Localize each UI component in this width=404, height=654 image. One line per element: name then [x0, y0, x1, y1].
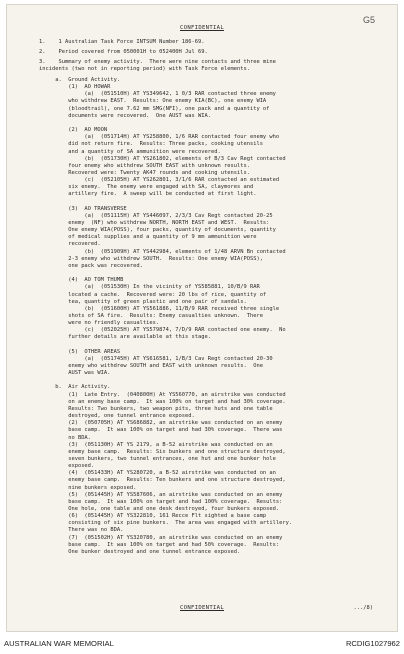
header-line-3a: 3. Summary of enemy activity. There were nine contacts and three mine — [39, 59, 276, 65]
body-line: (b) (051909H) AT YS442984, elements of 1/48 ARVN Bn contacted — [39, 248, 286, 255]
classification-bottom: CONFIDENTIAL — [179, 605, 224, 611]
body-line: did not return fire. Results: Three packs, cooking utensils — [39, 141, 263, 148]
body-line: documents were recovered. One AUST was WIA. — [39, 112, 212, 119]
body-line: further details are available at this stage. — [39, 334, 212, 341]
body-line: (7) (051502H) AT YS320780, an airstrike was conducted on an enemy — [39, 534, 283, 541]
body-line: base camp. It was 100% on target and had 100% coverage. Results: — [39, 498, 283, 505]
body-line: of medical supplies and a quantity of 9 mm ammunition were — [39, 234, 257, 241]
body-line: seven bunkers, two tunnel entrances, one hut and one bunker hole — [39, 455, 276, 462]
body-line: There was no BDA. — [39, 527, 124, 534]
body-line: on an enemy base camp. It was 100% on target and had 30% coverage. — [39, 398, 286, 405]
body-line: (a) (051745H) AT YS616581, 1/B/3 Cav Regt contacted 20-30 — [39, 355, 273, 362]
body-line: six enemy. The enemy were engaged with SA, claymores and — [39, 184, 254, 191]
body-line: (c) (052105H) AT YS262801, 3/1/6 RAR contacted an estimated — [39, 177, 280, 184]
archive-footer — [0, 632, 404, 654]
body-line: exposed. — [39, 463, 95, 470]
body-line: nine bunkers exposed. — [39, 484, 137, 491]
body-line: enemy base camp. Results: Ten bunkers and one structure destroyed, — [39, 477, 286, 484]
body-line: and a quantity of SA ammunition were recovered. — [39, 148, 221, 155]
body-line: (4) AO TOM THUMB — [39, 277, 124, 284]
body-line: (bloodtrail), one 7.62 mm SMG(NFI), one pack and a quantity of — [39, 105, 270, 112]
body-line: b. Air Activity. — [39, 384, 111, 391]
body-line: (b) (051600H) AT YS561886, 11/B/9 RAR received three single — [39, 305, 280, 312]
body-line: (3) (051130H) AT YS 2179, a B-52 airstrike was conducted on an — [39, 441, 273, 448]
classification-top: CONFIDENTIAL — [179, 25, 224, 31]
page-marker: G5 — [362, 15, 375, 25]
body-line: tea, quantity of green plastic and one pair of sandals. — [39, 298, 247, 305]
body-line: no BDA. — [39, 434, 91, 441]
body-line: One hole, one table and one desk destroyed, four bunkers exposed. — [39, 506, 280, 512]
body-line: consisting of six pine bunkers. The area was engaged with artillery. — [39, 520, 293, 527]
body-line: (5) (051445H) AT YS587606, an airstrike was conducted on an enemy — [39, 491, 283, 498]
body-line: 2-3 enemy who withdrew SOUTH. Results: One enemy WIA(POSS), — [39, 255, 263, 262]
body-line: one pack was recovered. — [39, 262, 143, 269]
body-line: enemy base camp. Results: Six bunkers and one structure destroyed, — [39, 448, 286, 455]
header-line-3b: incidents (two not in reporting period) with Task Force elements. — [39, 65, 250, 72]
body-line: enemy (NF) who withdrew NORTH, NORTH EAST and WEST. Results: — [39, 220, 270, 226]
body-line: located a cache. Recovered were: 20 lbs of rice, quantity of — [39, 291, 267, 298]
archive-name: AUSTRALIAN WAR MEMORIAL — [4, 639, 114, 648]
body-line: (3) AO TRANSVERSE — [39, 205, 127, 212]
body-line: Results: Two bunkers, two weapon pits, three huts and one table — [39, 405, 273, 412]
header-line-2: 2. Period covered from 050001H to 052400H Jul 69. — [39, 49, 208, 55]
body-line: shots of SA fire. Results: Enemy casualties unknown. There — [39, 312, 263, 319]
archive-reference: RCDIG1027962 — [345, 639, 400, 648]
body-line: One bunker destroyed and one tunnel entrance exposed. — [39, 548, 241, 555]
body-line: Recovered were: Twenty AK47 rounds and cooking utensils. — [39, 169, 250, 176]
body-line: (2) (050705H) AT YS686882, an airstrike was conducted on an enemy — [39, 420, 283, 427]
body-line: (a) (051115H) AT YS446097, 2/3/3 Cav Regt contacted 20-25 — [39, 212, 273, 219]
body-line: base camp. It was 100% on target and had 30% coverage. There was — [39, 427, 283, 434]
body-line: a. Ground Activity. — [39, 77, 121, 83]
body-line: (b) (051730H) AT YS261802, elements of B/3 Cav Regt contacted — [39, 155, 286, 162]
body-line: four enemy who withdrew SOUTH EAST with unknown results. — [39, 162, 250, 169]
body-line: (a) (051530H) In the vicinity of YS585881, 10/B/9 RAR — [39, 284, 260, 291]
continuation-marker: .../8) — [353, 605, 373, 611]
document-page — [6, 4, 398, 632]
body-line: (a) (051714H) AT YS258800, 1/6 RAR contacted four enemy who — [39, 134, 280, 141]
body-line: (6) (051445H) AT YS322810, 161 Recce Flt sighted a base camp — [39, 513, 267, 520]
body-line: (5) OTHER AREAS — [39, 348, 121, 355]
body-line: (2) AO MOON — [39, 127, 108, 134]
body-line: destroyed, one tunnel entrance exposed. — [39, 413, 195, 420]
body-line: (4) (051433H) AT YS280720, a B-52 airstrike was conducted on an — [39, 470, 276, 477]
body-line: were no friendly casualties. — [39, 320, 160, 327]
body-line: (1) Late Entry. (040800H) At YS560770, an airstrike was conducted — [39, 391, 286, 398]
body-line: (c) (052025H) AT YS579874, 7/D/9 RAR contacted one enemy. No — [39, 327, 286, 334]
body-line: (a) (051510H) AT YS349642, 1 0/3 RAR contacted three enemy — [39, 91, 276, 98]
body-line: (1) AO HOWAR — [39, 84, 111, 91]
body-line: artillery fire. A sweep will be conducted at first light. — [39, 191, 257, 198]
body-line: One enemy WIA(POSS), four packs, quantity of documents, quantity — [39, 227, 276, 234]
header-line-1: 1. 1 Australian Task Force INTSUM Number 186-69. — [39, 39, 205, 45]
body-line: AUST was WIA. — [39, 370, 111, 377]
body-line: base camp. It was 100% on target and had 50% coverage. Results: — [39, 541, 280, 548]
body-line: who withdrew EAST. Results: One enemy KIA(BC), one enemy WIA — [39, 98, 267, 105]
body-line: enemy who withdrew SOUTH and EAST with unknown results. One — [39, 363, 263, 369]
body-line: recovered. — [39, 241, 101, 248]
